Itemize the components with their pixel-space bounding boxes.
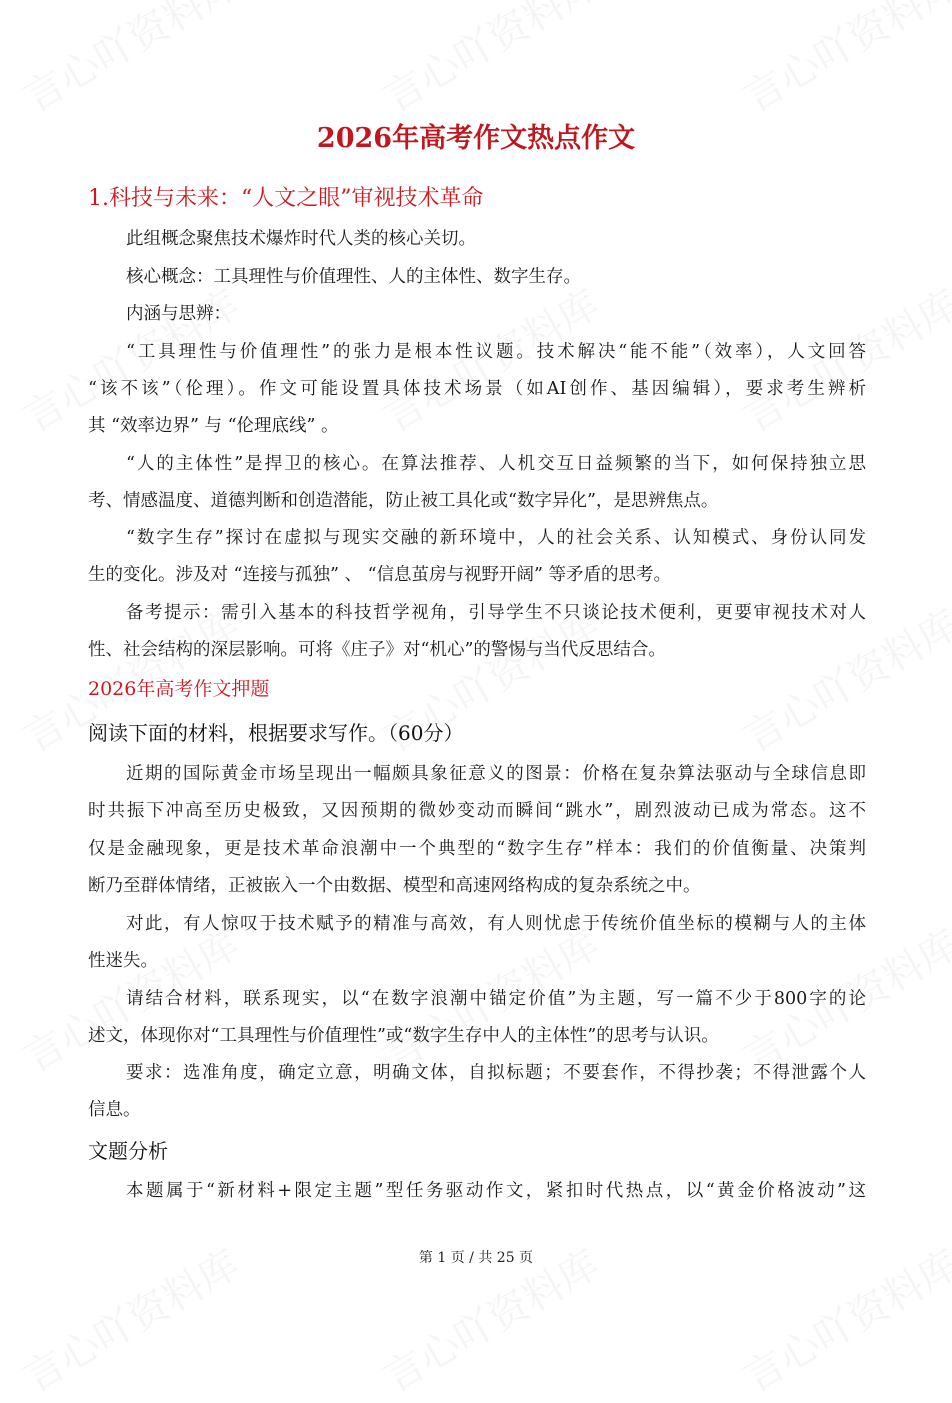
subheading: 阅读下面的材料，根据要求写作。（60分） [88,721,464,745]
page-footer: 第 1 页 / 共 25 页 [418,1250,534,1266]
watermark [372,0,608,123]
text-line: 其 “效率边界” 与 “伦理底线” 。 [88,416,339,436]
text-line: 时共振下冲高至历史极致，又因预期的微妙变动而瞬间“跳水”，剧烈波动已成为常态。这不 [88,801,866,821]
text-line: 要求：选准角度，确定立意，明确文体，自拟标题；不要套作，不得抄袭；不得泄露个人 [126,1063,866,1083]
text-line: 性、社会结构的深层影响。可将《庄子》对“机心”的警惕与当代反思结合。 [88,640,666,660]
text-line: “该不该”（伦理）。作文可能设置具体技术场景（如AI创作、基因编辑），要求考生辨析 [88,379,866,399]
text-line: 信息。 [88,1100,141,1120]
text-line: 对此，有人惊叹于技术赋予的精准与高效，有人则忧虑于传统价值坐标的模糊与人的主体 [126,914,866,934]
text-line: 考、情感温度、道德判断和创造潜能，防止被工具化或“数字异化”，是思辨焦点。 [88,491,719,511]
text-line: 性迷失。 [88,951,158,971]
watermark [12,0,248,123]
text-line: 断乃至群体情绪，正被嵌入一个由数据、模型和高速网络构成的复杂系统之中。 [88,876,701,896]
text-line: 此组概念聚焦技术爆炸时代人类的核心关切。 [126,229,476,249]
section-heading: 1.科技与未来：“人文之眼”审视技术革命 [88,186,484,211]
text-line: 生的变化。涉及对 “连接与孤独” 、 “信息茧房与视野开阔” 等矛盾的思考。 [88,565,672,585]
text-line: 本题属于“新材料+限定主题”型任务驱动作文，紧扣时代热点，以“黄金价格波动”这 [126,1181,866,1201]
document-title: 2026年高考作文热点作文 [316,123,636,154]
subheading: 文题分析 [88,1139,168,1163]
text-line: “人的主体性”是捍卫的核心。在算法推荐、人机交互日益频繁的当下，如何保持独立思 [126,454,866,474]
text-line: 仅是金融现象，更是技术革命浪潮中一个典型的“数字生存”样本：我们的价值衡量、决策判 [88,839,866,859]
subsection-heading: 2026年高考作文押题 [88,678,270,700]
text-line: 请结合材料，联系现实，以“在数字浪潮中锚定价值”为主题，写一篇不少于800字的论 [126,989,866,1009]
text-line: “数字生存”探讨在虚拟与现实交融的新环境中，人的社会关系、认知模式、身份认同发 [126,528,866,548]
text-line: “工具理性与价值理性”的张力是根本性议题。技术解决“能不能”（效率），人文回答 [126,342,866,362]
text-line: 述文，体现你对“工具理性与价值理性”或“数字生存中人的主体性”的思考与认识。 [88,1026,719,1046]
text-line: 备考提示：需引入基本的科技哲学视角，引导学生不只谈论技术便利，更要审视技术对人 [126,603,866,623]
text-line: 近期的国际黄金市场呈现出一幅颇具象征意义的图景：价格在复杂算法驱动与全球信息即 [126,764,866,784]
text-line: 内涵与思辨： [126,304,231,324]
text-line: 核心概念：工具理性与价值理性、人的主体性、数字生存。 [126,267,581,287]
watermark [732,0,952,123]
